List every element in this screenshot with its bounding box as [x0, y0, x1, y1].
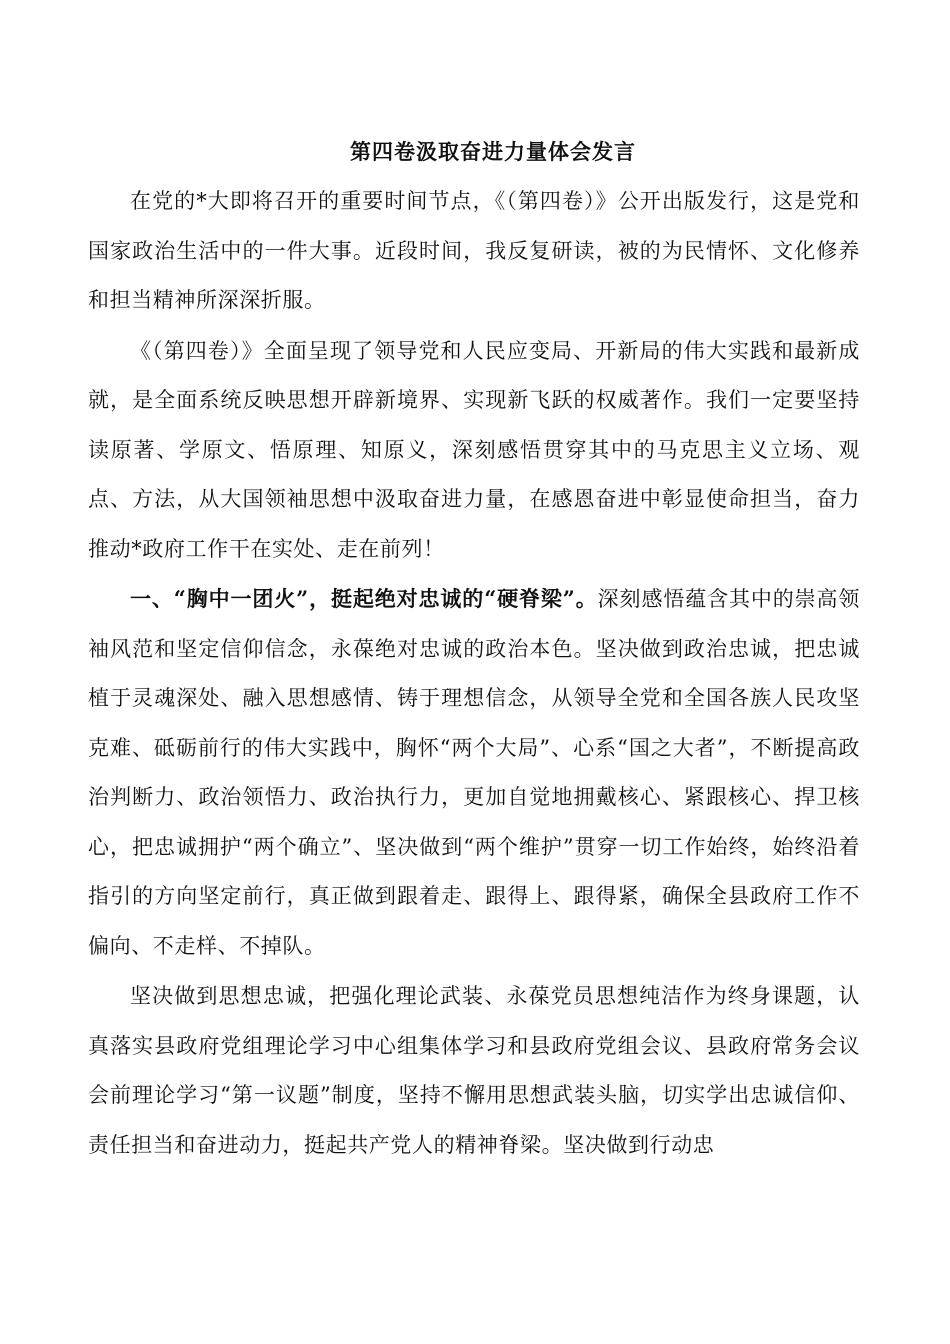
paragraph-1-text: 在党的*大即将召开的重要时间节点，《（第四卷）》公开出版发行，这是党和国家政治生活中的一件大事。近段时间，我反复研读，被的为民情怀、文化修养和担当精神所深深折服。: [88, 189, 860, 312]
paragraph-2-text: 《（第四卷）》全面呈现了领导党和人民应变局、开新局的伟大实践和最新成就，是全面系统反映思想开辟新境界、实现新飞跃的权威著作。我们一定要坚持读原著、学原文、悟原理、知原义，深刻感悟贯穿其中的马克思主义立场、观点、方法，从大国领袖思想中汲取奋进力量，在感恩奋进中彰显使命担当，奋力推动*政府工作干在实处、走在前列！: [88, 338, 860, 561]
section-1-heading: 一、“胸中一团火”，挺起绝对忠诚的“硬脊梁”。: [130, 586, 598, 611]
document-page: [88, 128, 860, 1170]
paragraph-3: [88, 574, 860, 971]
paragraph-2: [88, 326, 860, 575]
paragraph-3-text: 深刻感悟蕴含其中的崇高领袖风范和坚定信仰信念，永葆绝对忠诚的政治本色。坚决做到政治忠诚，把忠诚植于灵魂深处、融入思想感情、铸于理想信念，从领导全党和全国各族人民攻坚克难、砥砺前行的伟大实践中，胸怀“两个大局”、心系“国之大者”，不断提高政治判断力、政治领悟力、政治执行力，更加自觉地拥戴核心、紧跟核心、捍卫核心，把忠诚拥护“两个确立”、坚决做到“两个维护”贯穿一切工作始终，始终沿着指引的方向坚定前行，真正做到跟着走、跟得上、跟得紧，确保全县政府工作不偏向、不走样、不掉队。: [88, 587, 861, 958]
paragraph-4-text: 坚决做到思想忠诚，把强化理论武装、永葆党员思想纯洁作为终身课题，认真落实县政府党组理论学习中心组集体学习和县政府党组会议、县政府常务会议会前理论学习“第一议题”制度，坚持不懈用思想武装头脑，切实学出忠诚信仰、责任担当和奋进动力，挺起共产党人的精神脊梁。坚决做到行动忠: [88, 984, 860, 1157]
document-title: 第四卷汲取奋进力量体会发言: [350, 139, 636, 164]
paragraph-4: [88, 971, 860, 1170]
paragraph-1: [88, 176, 860, 326]
